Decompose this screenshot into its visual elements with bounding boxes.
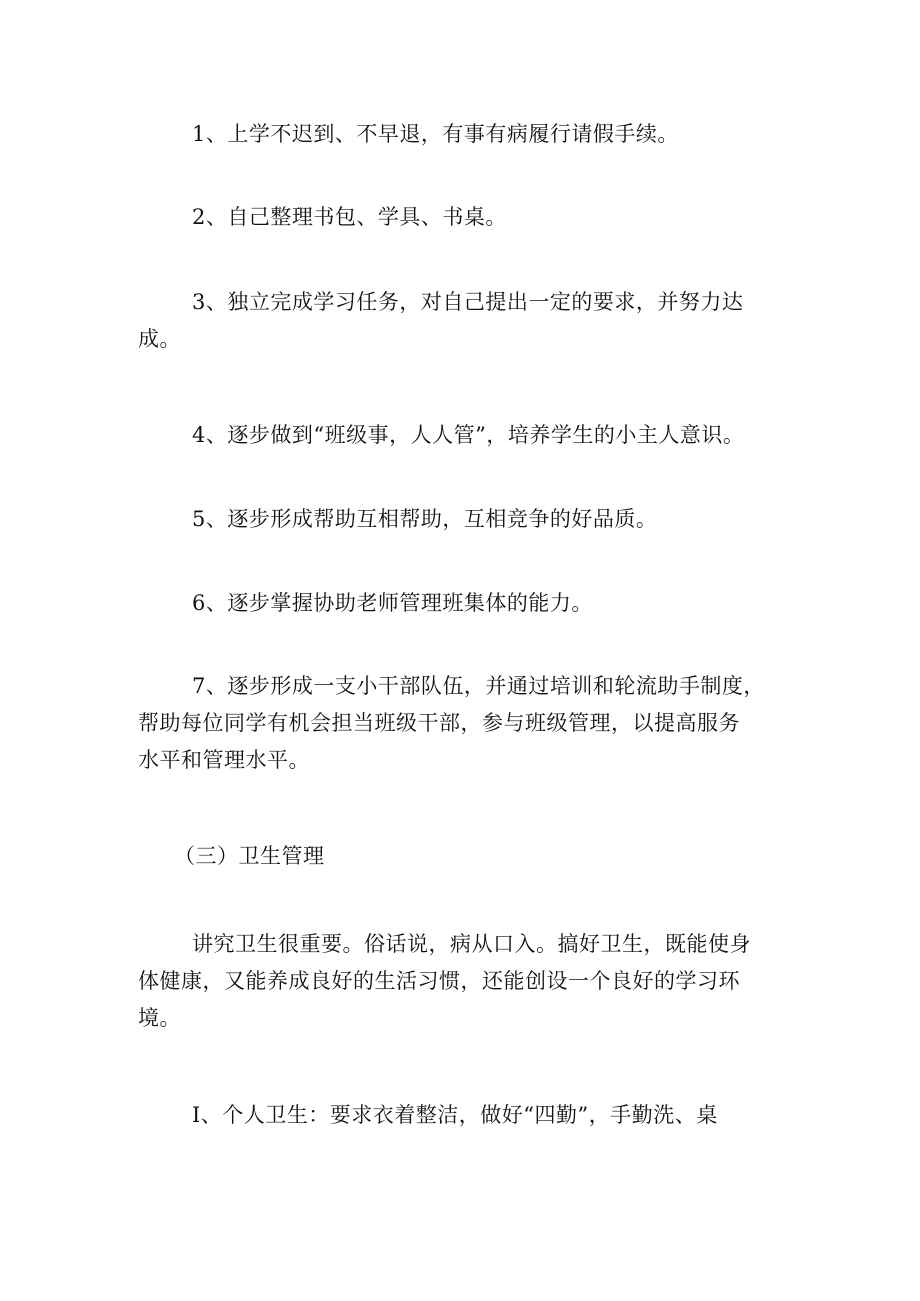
text-line: 体健康，又能养成良好的生活习惯，还能创设一个良好的学习环 [138, 969, 740, 993]
text-line: 水平和管理水平。 [138, 748, 310, 772]
text-line: 7、逐步形成一支小干部队伍，并通过培训和轮流助手制度， [192, 674, 765, 698]
paragraph-hygiene-intro [138, 926, 788, 1037]
text-line: I、个人卫生：要求衣着整洁，做好“四勤”，手勤洗、桌 [192, 1103, 718, 1127]
text-line: 境。 [138, 1006, 181, 1030]
paragraph-rule-3 [138, 284, 788, 358]
text-line: 1、上学不迟到、不早退，有事有病履行请假手续。 [192, 122, 679, 146]
text-line: 成。 [138, 327, 181, 351]
text-line: 3、独立完成学习任务，对自己提出一定的要求，并努力达 [192, 290, 744, 314]
text-line: 6、逐步掌握协助老师管理班集体的能力。 [192, 591, 593, 615]
paragraph-rule-2 [138, 199, 788, 236]
paragraph-personal-hygiene [138, 1097, 788, 1134]
section-heading [138, 838, 788, 875]
text-line: 帮助每位同学有机会担当班级干部，参与班级管理，以提高服务 [138, 711, 740, 735]
text-line: 讲究卫生很重要。俗话说，病从口入。搞好卫生，既能使身 [192, 932, 751, 956]
text-line: 5、逐步形成帮助互相帮助，互相竞争的好品质。 [192, 507, 658, 531]
heading-text: （三）卫生管理 [174, 844, 325, 868]
paragraph-rule-7 [138, 668, 788, 779]
paragraph-rule-1 [138, 116, 788, 153]
paragraph-rule-5 [138, 501, 788, 538]
paragraph-rule-6 [138, 585, 788, 622]
text-line: 4、逐步做到“班级事，人人管”，培养学生的小主人意识。 [192, 423, 745, 447]
text-line: 2、自己整理书包、学具、书桌。 [192, 205, 507, 229]
paragraph-rule-4 [138, 417, 788, 454]
